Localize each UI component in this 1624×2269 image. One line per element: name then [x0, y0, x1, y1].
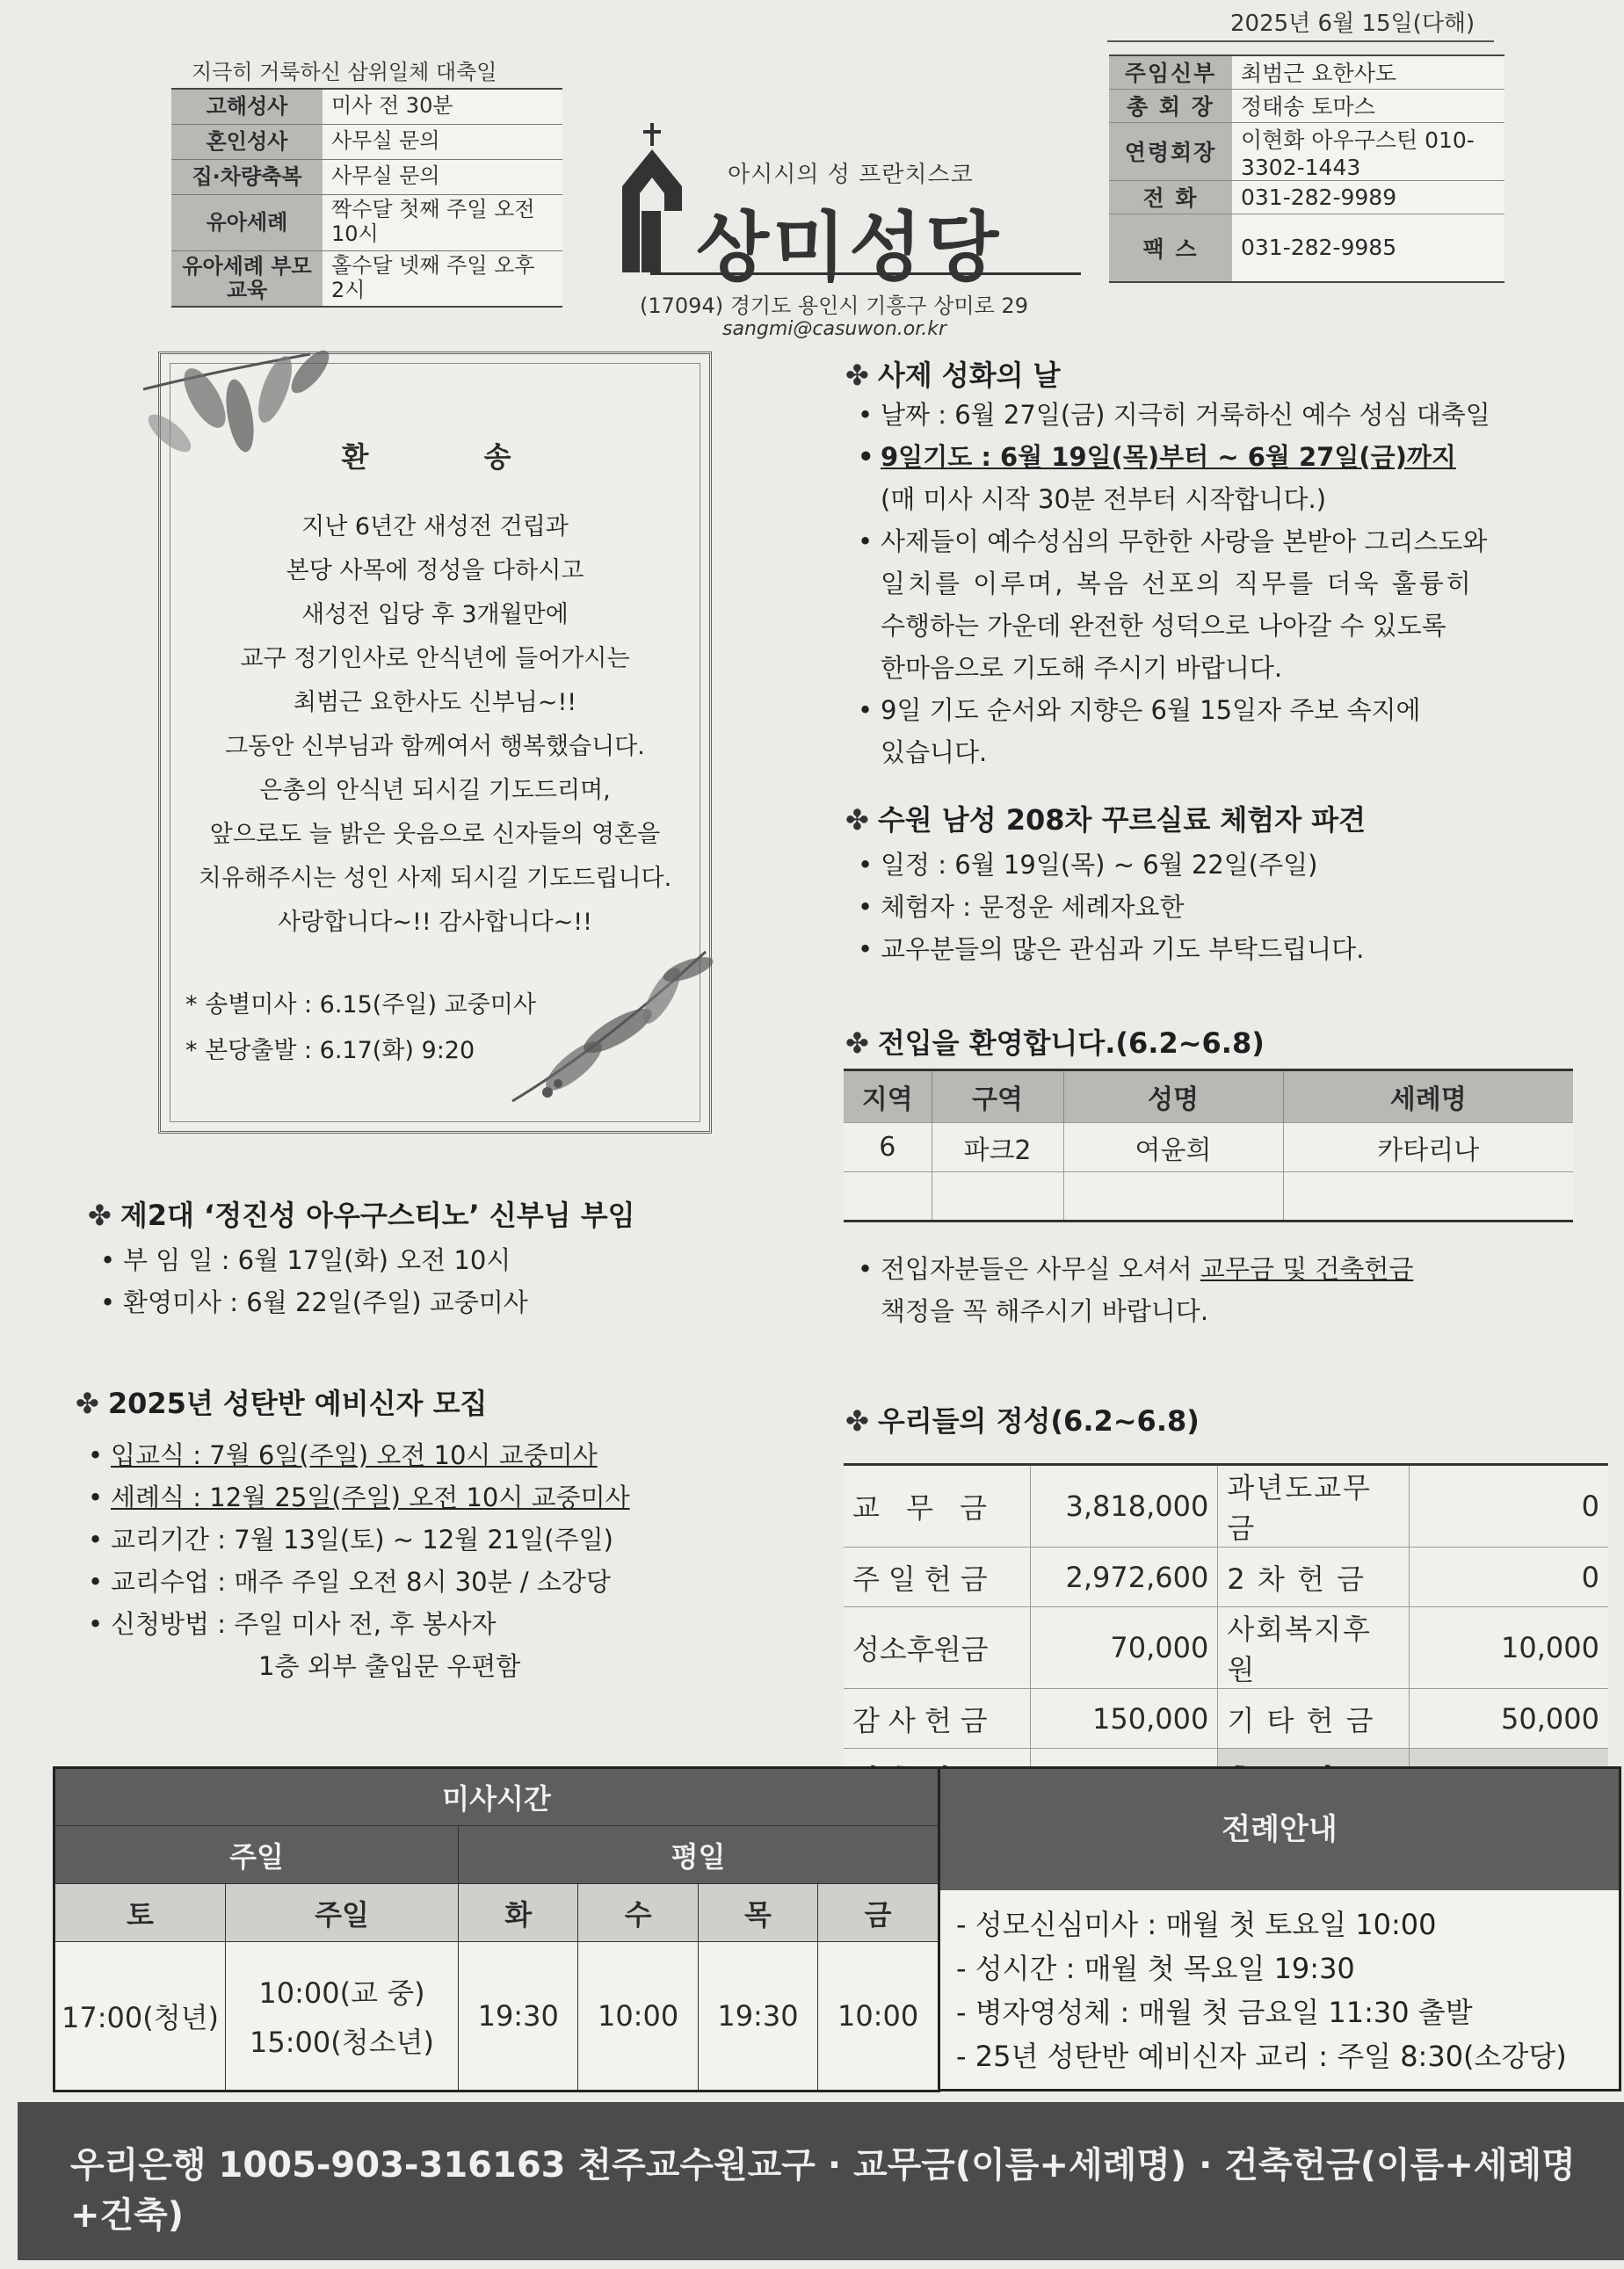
- sacrament-key: 유아세례 부모교육: [171, 250, 323, 307]
- farewell-line: 본당 사목에 정성을 다하시고: [286, 557, 584, 584]
- offering-label: 주일헌금: [844, 1548, 1031, 1607]
- list-item: [852, 1248, 1608, 1290]
- list-item: • 환영미사 : 6월 22일(주일) 교중미사: [95, 1281, 798, 1323]
- mass-sunday-header: 주일: [54, 1826, 459, 1884]
- sacrament-key: 고해성사: [171, 89, 323, 124]
- section-title-text: 수원 남성 208차 꾸르실료 체험자 파견: [877, 803, 1367, 837]
- info-value: 031-282-9989: [1232, 180, 1504, 214]
- list-item: • 일정 : 6월 19일(목) ~ 6월 22일(주일): [852, 844, 1608, 886]
- list-item: • 날짜 : 6월 27일(금) 지극히 거룩하신 예수 성심 대축일: [852, 394, 1608, 436]
- offering-amount: 50,000: [1410, 1689, 1608, 1749]
- catechumen-list: [83, 1434, 803, 1687]
- offering-label: 감사헌금: [844, 1689, 1031, 1749]
- parish-name: 상미성당: [696, 204, 1003, 292]
- day-header: 수: [578, 1884, 698, 1942]
- parish-address: (17094) 경기도 용인시 기흥구 상미로 29: [640, 294, 1028, 318]
- list-item: (매 미사 시작 30분 전부터 시작합니다.): [881, 484, 1327, 514]
- list-item: • 사제들이 예수성심의 무한한 사랑을 본받아 그리스도와: [852, 520, 1608, 562]
- info-key: 전 화: [1109, 180, 1232, 214]
- table-row: [844, 1607, 1608, 1689]
- logo-underline: [650, 272, 1081, 275]
- table-row: [171, 124, 562, 159]
- mass-time: 10:00: [818, 1942, 939, 2091]
- sacrament-key: 집·차량축복: [171, 159, 323, 194]
- list-item: • 9일기도 : 6월 19일(목)부터 ~ 6월 27일(금)까지: [852, 436, 1608, 478]
- list-item: - 25년 성탄반 예비신자 교리 : 주일 8:30(소강당): [956, 2040, 1567, 2073]
- parish-email: sangmi@casuwon.or.kr: [722, 318, 947, 340]
- info-value: 정태송 토마스: [1232, 89, 1504, 122]
- list-item: • 교리기간 : 7월 13일(토) ~ 12월 21일(주일): [83, 1519, 803, 1561]
- mass-time: 10:00: [578, 1942, 698, 2091]
- mass-schedule-title: 미사시간: [54, 1768, 939, 1826]
- day-header: 주일: [226, 1884, 459, 1942]
- list-item: 1층 외부 출입문 우편함: [258, 1651, 521, 1681]
- farewell-box: [158, 352, 712, 1134]
- list-item: • 교우분들의 많은 관심과 기도 부탁드립니다.: [852, 928, 1608, 970]
- new-members-table: [844, 1069, 1573, 1222]
- header-rule: [1107, 40, 1494, 42]
- list-item: • 부 임 일 : 6월 17일(화) 오전 10시: [95, 1239, 798, 1281]
- table-row: [844, 1689, 1608, 1749]
- table-row: [54, 1942, 939, 2091]
- info-value: 최범근 요한사도: [1232, 55, 1504, 89]
- parish-info-table: [1109, 54, 1504, 283]
- table-row: [1109, 89, 1504, 122]
- priest-day-list: [852, 394, 1608, 773]
- table-row: [1109, 214, 1504, 282]
- day-header: 금: [818, 1884, 939, 1942]
- new-priest-list: [95, 1239, 798, 1323]
- offering-amount: 150,000: [1031, 1689, 1218, 1749]
- sacrament-value: 홀수달 넷째 주일 오후 2시: [323, 250, 562, 307]
- mass-time: 10:00(교 중): [258, 1976, 425, 2010]
- section-title-text: 전입을 환영합니다.(6.2~6.8): [877, 1026, 1265, 1060]
- leaf-branch-icon: [134, 337, 345, 512]
- liturgy-info: [940, 1766, 1621, 2091]
- cursillo-title: ✤ 수원 남성 208차 꾸르실료 체험자 파견: [845, 803, 1367, 837]
- parish-patron: 아시시의 성 프란치스코: [728, 162, 974, 188]
- bank-account-footer: 우리은행 1005-903-316163 천주교수원교구 · 교무금(이름+세례명) · 건축헌금(이름+세례명+건축): [18, 2102, 1624, 2260]
- table-row: [844, 1172, 1573, 1221]
- day-header: 화: [459, 1884, 578, 1942]
- table-cell: 여윤희: [1063, 1123, 1283, 1172]
- column-header: 세례명: [1283, 1070, 1573, 1123]
- table-row: [171, 250, 562, 307]
- table-cell: [844, 1172, 932, 1221]
- farewell-message: [187, 505, 683, 945]
- info-value: 이현화 아우구스틴 010-3302-1443: [1232, 122, 1504, 180]
- mass-time-sunday: [226, 1942, 459, 2091]
- liturgy-title: 전례안내: [940, 1769, 1619, 1890]
- info-key: 주임신부: [1109, 55, 1232, 89]
- mass-time: 15:00(청소년): [250, 2026, 434, 2059]
- offering-label: 기 타 헌 금: [1218, 1689, 1410, 1749]
- list-item: • 입교식 : 7월 6일(주일) 오전 10시 교중미사: [83, 1434, 803, 1476]
- table-row: [1109, 122, 1504, 180]
- offering-label: 2 차 헌 금: [1218, 1548, 1410, 1607]
- section-title-text: 2025년 성탄반 예비신자 모집: [107, 1387, 488, 1420]
- farewell-line: 그동안 신부님과 함께여서 행복했습니다.: [225, 733, 645, 760]
- table-cell: 카타리나: [1283, 1123, 1573, 1172]
- table-header-row: [844, 1070, 1573, 1123]
- list-item: • 체험자 : 문정운 세례자요한: [852, 886, 1608, 928]
- table-cell: 6: [844, 1123, 932, 1172]
- list-item: 일치를 이루며, 복음 선포의 직무를 더욱 훌륭히: [881, 569, 1474, 598]
- farewell-line: 새성전 입당 후 3개월만에: [301, 601, 569, 628]
- column-header: 구역: [932, 1070, 1063, 1123]
- cursillo-list: [852, 844, 1608, 970]
- table-row: [844, 1123, 1573, 1172]
- sacrament-key: 혼인성사: [171, 124, 323, 159]
- table-cell: [1063, 1172, 1283, 1221]
- farewell-line: 지난 6년간 새성전 건립과: [301, 513, 569, 540]
- sacrament-table: [171, 88, 562, 308]
- sacrament-value: 사무실 문의: [323, 124, 562, 159]
- farewell-line: 사랑합니다~!! 감사합니다~!!: [278, 909, 592, 936]
- info-value: 031-282-9985: [1232, 214, 1504, 282]
- offering-amount: 70,000: [1031, 1607, 1218, 1689]
- liturgy-list: [940, 1890, 1619, 2078]
- table-cell: 파크2: [932, 1123, 1063, 1172]
- list-item: 책정을 꼭 해주시기 바랍니다.: [881, 1296, 1209, 1326]
- list-item: • 신청방법 : 주일 미사 전, 후 봉사자: [83, 1603, 803, 1645]
- table-row: [1109, 180, 1504, 214]
- table-row: [844, 1548, 1608, 1607]
- section-title-text: 사제 성화의 날: [877, 359, 1061, 392]
- offering-label: 사회복지후원: [1218, 1607, 1410, 1689]
- table-row: [54, 1884, 939, 1942]
- list-item: 수행하는 가운데 완전한 성덕으로 나아갈 수 있도록: [881, 611, 1446, 641]
- list-item: • 세례식 : 12월 25일(주일) 오전 10시 교중미사: [83, 1476, 803, 1519]
- section-title-text: 우리들의 정성(6.2~6.8): [877, 1404, 1200, 1438]
- section-title-text: 제2대 ‘정진성 아우구스티노’ 신부님 부임: [120, 1199, 635, 1232]
- day-header: 토: [54, 1884, 226, 1942]
- note-text: 전입자분들은 사무실 오셔서: [881, 1254, 1200, 1284]
- offering-table: [844, 1463, 1608, 1809]
- table-row: [54, 1826, 939, 1884]
- mass-schedule-table: [53, 1766, 940, 2092]
- day-header: 목: [698, 1884, 817, 1942]
- table-row: [171, 89, 562, 124]
- offering-amount: 2,972,600: [1031, 1548, 1218, 1607]
- sacrament-key: 유아세례: [171, 194, 323, 250]
- info-key: 팩 스: [1109, 214, 1232, 282]
- list-item: 한마음으로 기도해 주시기 바랍니다.: [881, 653, 1283, 683]
- offering-label: 과년도교무금: [1218, 1465, 1410, 1548]
- offering-label: 성소후원금: [844, 1607, 1031, 1689]
- column-header: 지역: [844, 1070, 932, 1123]
- mass-time: 17:00(청년): [54, 1942, 226, 2091]
- offering-label: 교 무 금: [844, 1465, 1031, 1548]
- info-key: 연령회장: [1109, 122, 1232, 180]
- offering-title: ✤ 우리들의 정성(6.2~6.8): [845, 1404, 1200, 1438]
- info-key: 총 회 장: [1109, 89, 1232, 122]
- list-item: - 성시간 : 매월 첫 목요일 19:30: [956, 1952, 1355, 1985]
- offering-amount: 0: [1410, 1465, 1608, 1548]
- priest-day-title: ✤ 사제 성화의 날: [845, 359, 1061, 392]
- list-item: • 9일 기도 순서와 지향은 6월 15일자 주보 속지에: [852, 689, 1608, 731]
- farewell-mass-note: * 송별미사 : 6.15(주일) 교중미사: [185, 991, 536, 1019]
- feast-motto: 지극히 거룩하신 삼위일체 대축일: [192, 60, 497, 84]
- sacrament-value: 미사 전 30분: [323, 89, 562, 124]
- farewell-line: 교구 정기인사로 안식년에 들어가시는: [240, 645, 630, 672]
- list-item: - 성모신심미사 : 매월 첫 토요일 10:00: [956, 1908, 1437, 1941]
- table-row: [171, 159, 562, 194]
- mass-weekday-header: 평일: [459, 1826, 939, 1884]
- table-row: [54, 1768, 939, 1826]
- offering-amount: 10,000: [1410, 1607, 1608, 1689]
- farewell-line: 은총의 안식년 되시길 기도드리며,: [259, 777, 611, 804]
- farewell-depart-note: * 본당출발 : 6.17(화) 9:20: [185, 1037, 475, 1064]
- table-cell: [932, 1172, 1063, 1221]
- list-item: 있습니다.: [881, 737, 988, 767]
- new-members-title: ✤ 전입을 환영합니다.(6.2~6.8): [845, 1026, 1265, 1060]
- column-header: 성명: [1063, 1070, 1283, 1123]
- parish-logo: [615, 123, 1072, 292]
- bulletin-date: 2025년 6월 15일(다해): [1230, 11, 1475, 37]
- new-members-note: [852, 1248, 1608, 1332]
- sacrament-value: 사무실 문의: [323, 159, 562, 194]
- farewell-line: 앞으로도 늘 밝은 웃음으로 신자들의 영혼을: [209, 821, 661, 848]
- farewell-line: 치유해주시는 성인 사제 되시길 기도드립니다.: [198, 865, 672, 892]
- catechumen-title: ✤ 2025년 성탄반 예비신자 모집: [76, 1387, 488, 1420]
- table-row: [171, 194, 562, 250]
- table-cell: [1283, 1172, 1573, 1221]
- table-row: [844, 1465, 1608, 1548]
- table-row: [1109, 55, 1504, 89]
- list-item: - 병자영성체 : 매월 첫 금요일 11:30 출발: [956, 1996, 1473, 2029]
- mass-time: 19:30: [698, 1942, 817, 2091]
- farewell-title: 환 송: [341, 440, 564, 474]
- offering-amount: 0: [1410, 1548, 1608, 1607]
- note-underlined: 교무금 및 건축헌금: [1200, 1254, 1414, 1284]
- new-priest-title: ✤ 제2대 ‘정진성 아우구스티노’ 신부님 부임: [88, 1199, 635, 1232]
- mass-time: 19:30: [459, 1942, 578, 2091]
- offering-amount: 3,818,000: [1031, 1465, 1218, 1548]
- farewell-line: 최범근 요한사도 신부님~!!: [293, 689, 577, 716]
- list-item: • 교리수업 : 매주 주일 오전 8시 30분 / 소강당: [83, 1561, 803, 1603]
- sacrament-value: 짝수달 첫째 주일 오전 10시: [323, 194, 562, 250]
